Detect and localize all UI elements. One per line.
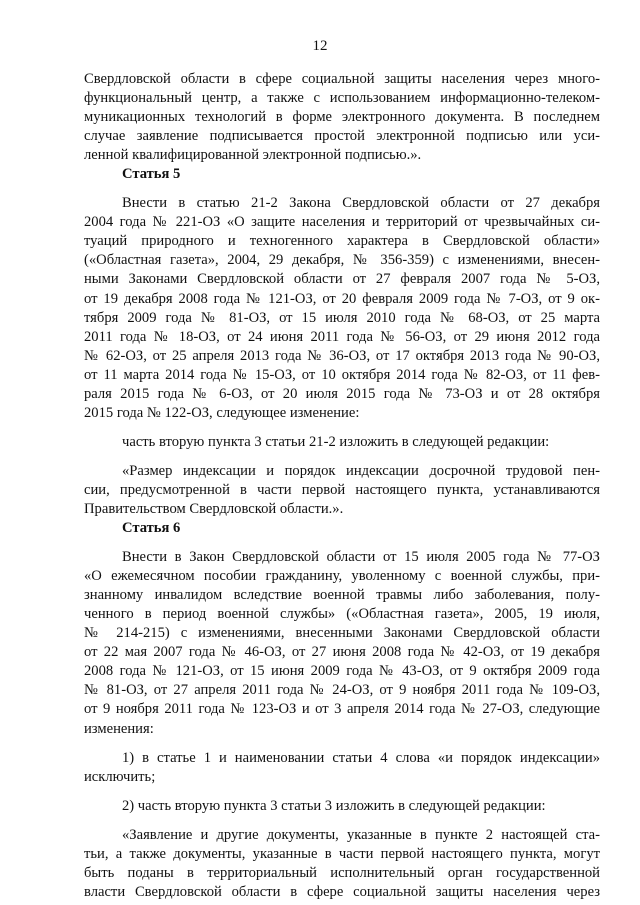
text-line: от 9 ноября 2011 года № 123-ОЗ и от 3 апреля 2014 года № 27-ОЗ, следующие [84, 701, 600, 718]
text-line: 1) в статье 1 и наименовании статьи 4 слова «и порядок индексации» [122, 749, 600, 766]
text-line: Внести в статью 21-2 Закона Свердловской области от 27 декабря [122, 195, 600, 212]
text-line: от 22 мая 2007 года № 46-ОЗ, от 27 июня 2008 года № 42-ОЗ, от 19 декабря [84, 644, 600, 661]
text-line: 2015 года № 122-ОЗ, следующее изменение: [84, 404, 360, 421]
text-line: изменения: [84, 720, 154, 737]
text-line: 2008 года № 121-ОЗ, от 15 июня 2009 года № 43-ОЗ, от 9 октября 2009 года [84, 663, 600, 680]
paragraph-continuation [84, 70, 600, 165]
article-5-instruction [84, 433, 600, 452]
article-6-item-1 [84, 749, 600, 787]
article-6-quote [84, 826, 600, 902]
text-line: 2011 года № 18-ОЗ, от 24 июня 2011 года № 56-ОЗ, от 29 июня 2012 года [84, 328, 600, 345]
text-line: туаций природного и техногенного характера в Свердловской области» [84, 233, 600, 250]
article-6-item-2 [84, 797, 600, 816]
text-line: № 81-ОЗ, от 27 апреля 2011 года № 24-ОЗ, от 9 ноября 2011 года № 109-ОЗ, [84, 682, 600, 699]
text-line: 2004 года № 221-ОЗ «О защите населения и территорий от чрезвычайных си- [84, 214, 600, 231]
text-line: исключить; [84, 768, 156, 785]
text-line: Свердловской области в сфере социальной защиты населения через много- [84, 71, 600, 87]
text-line: «Заявление и другие документы, указанные в пункте 2 настоящей ста- [122, 826, 600, 843]
text-line: Внести в Закон Свердловской области от 15 июля 2005 года № 77-ОЗ [122, 549, 600, 566]
text-line: ленной квалифицированной электронной подписью.». [84, 147, 422, 164]
text-line: № 214-215) с изменениями, внесенными Законами Свердловской области [84, 625, 600, 642]
text-line: раля 2015 года № 6-ОЗ, от 20 июля 2015 года № 73-ОЗ и от 28 октября [84, 385, 600, 402]
text-line: часть вторую пункта 3 статьи 21-2 изложить в следующей редакции: [122, 433, 550, 450]
text-line: («Областная газета», 2004, 29 декабря, № 356-359) с изменениями, внесен- [84, 252, 600, 269]
text-line: власти Свердловской области в сфере социальной защиты населения через [84, 883, 600, 900]
text-line: 2) часть вторую пункта 3 статьи 3 изложить в следующей редакции: [122, 797, 546, 814]
text-line: «О ежемесячном пособии гражданину, уволенному с военной службы, при- [84, 568, 600, 585]
text-line: знанному инвалидом вследствие военной травмы либо заболевания, полу- [84, 587, 600, 604]
page-number: 12 [312, 38, 328, 54]
document-body [84, 70, 600, 902]
text-line: Правительством Свердловской области.». [84, 500, 344, 517]
text-line: ными Законами Свердловской области от 27 февраля 2007 года № 5-ОЗ, [84, 271, 600, 288]
text-line: «Размер индексации и порядок индексации досрочной трудовой пен- [122, 462, 600, 479]
article-5-quote [84, 462, 600, 519]
article-6-heading: Статья 6 [122, 520, 181, 537]
text-line: тября 2009 года № 81-ОЗ, от 15 июля 2010 года № 68-ОЗ, от 25 марта [84, 309, 600, 326]
text-line: от 11 марта 2014 года № 15-ОЗ, от 10 октября 2014 года № 82-ОЗ, от 11 фев- [84, 366, 600, 383]
text-line: сии, предусмотренной в части первой настоящего пункта, устанавливаются [84, 481, 600, 498]
text-line: случае заявление подписывается простой электронной подписью или уси- [84, 128, 600, 145]
text-line: № 62-ОЗ, от 25 апреля 2013 года № 36-ОЗ, от 17 октября 2013 года № 90-ОЗ, [84, 347, 600, 364]
article-5-heading: Статья 5 [122, 166, 181, 183]
text-line: муникационных технологий в форме электронного документа. В последнем [84, 109, 600, 126]
text-line: от 19 декабря 2008 года № 121-ОЗ, от 20 февраля 2009 года № 7-ОЗ, от 9 ок- [84, 290, 600, 307]
article-5-paragraph [84, 194, 600, 423]
text-line: ченного в период военной службы» («Областная газета», 2005, 19 июля, [84, 606, 600, 623]
text-line: тьи, а также документы, указанные в части первой настоящего пункта, могут [84, 845, 600, 862]
text-line: функциональный центр, а также с использованием информационно-телеком- [84, 90, 600, 107]
article-6-paragraph [84, 548, 600, 738]
text-line: быть поданы в территориальный исполнительный орган государственной [84, 864, 600, 881]
